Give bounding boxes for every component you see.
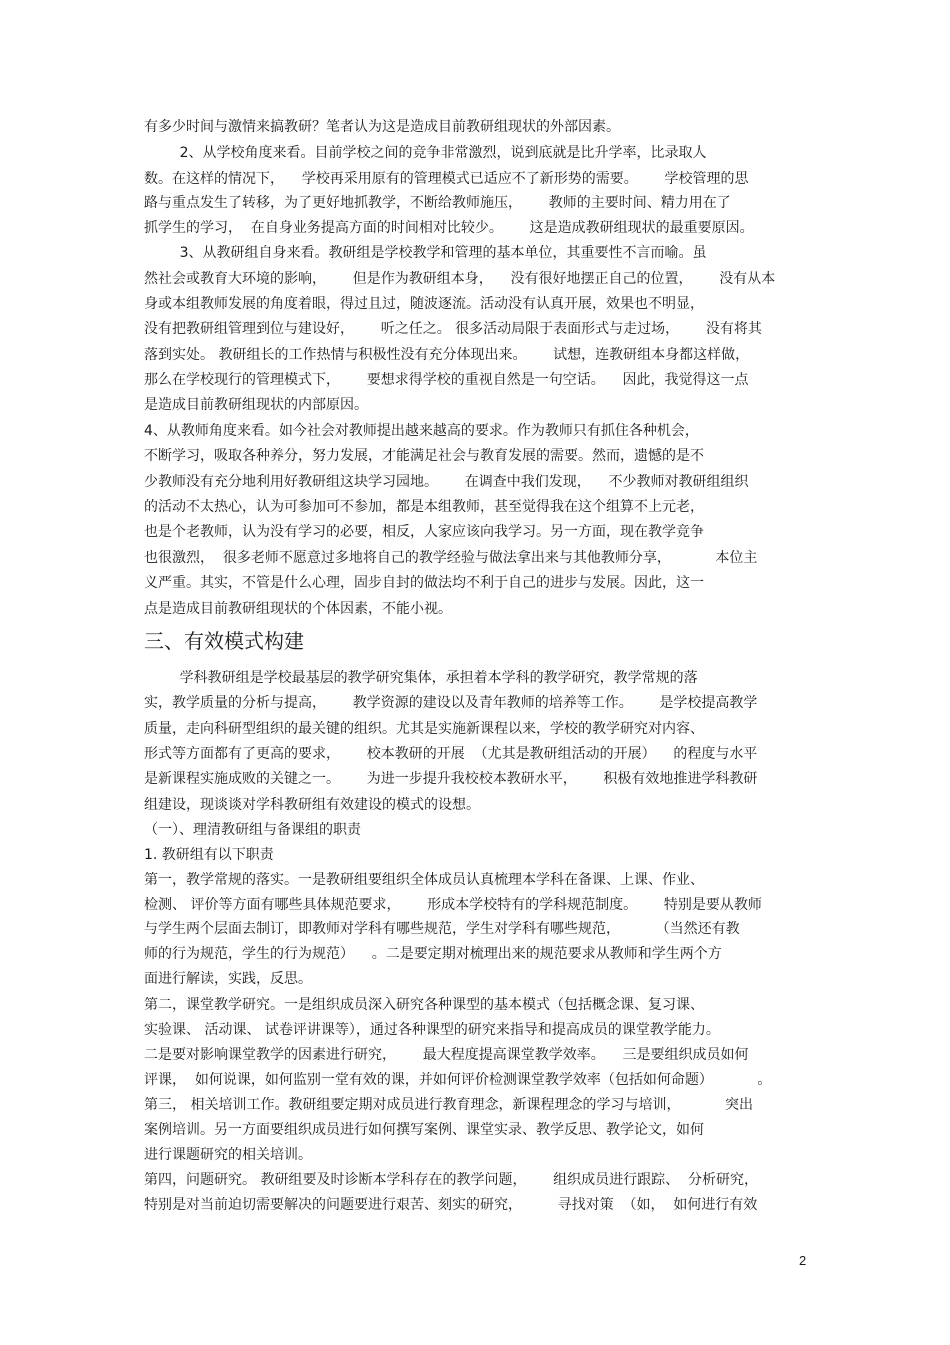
page-number: 2 xyxy=(799,1253,807,1268)
text-line: 实验课、 活动课、 试卷评讲课等），通过各种课型的研究来指导和提高成员的课堂教学能力。 xyxy=(144,1022,720,1038)
text-line: 不断学习，吸取各种养分，努力发展，才能满足社会与教育发展的需要。然而，遗憾的是不 xyxy=(144,448,704,464)
text-line: 3、从教研组自身来看。教研组是学校教学和管理的基本单位，其重要性不言而喻。虽 xyxy=(144,245,707,261)
text-line: 然社会或教育大环境的影响， 但是作为教研组本身， 没有很好地摆正自己的位置， 没有从本 xyxy=(144,271,776,287)
text-line: 案例培训。另一方面要组织成员进行如何撰写案例、课堂实录、教学反思、教学论文，如何 xyxy=(144,1122,704,1138)
text-line: 也是个老教师，认为没有学习的必要，相反，人家应该向我学习。另一方面，现在教学竞争 xyxy=(144,524,704,540)
text-line: 二是要对影响课堂教学的因素进行研究， 最大程度提高课堂教学效率。 三是要组织成员如何 xyxy=(144,1047,749,1063)
text-line: 第四，问题研究。 教研组要及时诊断本学科存在的教学问题， 组织成员进行跟踪、 分析研究， xyxy=(144,1172,759,1188)
text-line: 与学生两个层面去制订，即教师对学科有哪些规范，学生对学科有哪些规范， （当然还有教 xyxy=(144,921,740,937)
text-line: 2、从学校角度来看。目前学校之间的竞争非常激烈，说到底就是比升学率，比录取人 xyxy=(144,145,707,161)
section-heading: 三、有效模式构建 xyxy=(144,629,304,653)
text-line: 身或本组教师发展的角度着眼，得过且过，随波逐流。活动没有认真开展，效果也不明显， xyxy=(144,296,704,312)
text-line: 是新课程实施成败的关键之一。 为进一步提升我校校本教研水平， 积极有效地推进学科教研 xyxy=(144,771,758,787)
text-line: 面进行解读，实践，反思。 xyxy=(144,971,312,987)
text-line: 特别是对当前迫切需要解决的问题要进行艰苦、刻实的研究， 寻找对策 （如， 如何进行有效 xyxy=(144,1197,758,1213)
text-line: 路与重点发生了转移，为了更好地抓教学，不断给教师施压， 教师的主要时间、精力用在了 xyxy=(144,195,731,211)
text-line: 有多少时间与激情来搞教研？笔者认为这是造成目前教研组现状的外部因素。 xyxy=(144,119,620,135)
text-line: 义严重。其实，不管是什么心理，固步自封的做法均不利于自己的进步与发展。因此，这一 xyxy=(144,575,704,591)
text-line: 实，教学质量的分析与提高， 教学资源的建设以及青年教师的培养等工作。 是学校提高教学 xyxy=(144,695,758,711)
text-line: 评课， 如何说课，如何监别一堂有效的课，并如何评价检测课堂教学效率（包括如何命题） 。 xyxy=(144,1072,772,1088)
text-line: 第三， 相关培训工作。教研组要定期对成员进行教育理念，新课程理念的学习与培训， 突出 xyxy=(144,1097,753,1113)
text-line: 质量，走向科研型组织的最关键的组织。尤其是实施新课程以来，学校的教学研究对内容、 xyxy=(144,721,704,737)
text-line: 也很激烈， 很多老师不愿意过多地将自己的教学经验与做法拿出来与其他教师分享， 本位主 xyxy=(144,550,758,566)
text-line: 那么在学校现行的管理模式下， 要想求得学校的重视自然是一句空话。 因此，我觉得这一点 xyxy=(144,372,749,388)
text-line: 抓学生的学习， 在自身业务提高方面的时间相对比较少。 这是造成教研组现状的最重要原因。 xyxy=(144,220,754,236)
text-line: 4、从教师角度来看。如今社会对教师提出越来越高的要求。作为教师只有抓住各种机会， xyxy=(144,423,699,439)
text-line: 师的行为规范，学生的行为规范） 。二是要定期对梳理出来的规范要求从教师和学生两个方 xyxy=(144,946,722,962)
text-line: 第二，课堂教学研究。一是组织成员深入研究各种课型的基本模式（包括概念课、复习课、 xyxy=(144,997,704,1013)
text-line: 组建设，现谈谈对学科教研组有效建设的模式的设想。 xyxy=(144,797,480,813)
text-line: 数。在这样的情况下， 学校再采用原有的管理模式已适应不了新形势的需要。 学校管理的思 xyxy=(144,171,749,187)
text-line: 第一，教学常规的落实。一是教研组要组织全体成员认真梳理本学科在备课、上课、作业、 xyxy=(144,872,704,888)
text-line: 形式等方面都有了更高的要求， 校本教研的开展 （尤其是教研组活动的开展） 的程度与水平 xyxy=(144,746,758,762)
text-line: 1. 教研组有以下职责 xyxy=(144,847,274,863)
text-line: 进行课题研究的相关培训。 xyxy=(144,1147,312,1163)
text-line: 落到实处。 教研组长的工作热情与积极性没有充分体现出来。 试想，连教研组本身都这样做， xyxy=(144,347,750,363)
text-line: 点是造成目前教研组现状的个体因素，不能小视。 xyxy=(144,601,452,617)
text-line: （一）、理清教研组与备课组的职责 xyxy=(144,822,361,838)
text-line: 少教师没有充分地利用好教研组这块学习园地。 在调查中我们发现， 不少教师对教研组组织 xyxy=(144,474,749,490)
text-line: 学科教研组是学校最基层的教学研究集体，承担着本学科的教学研究，教学常规的落 xyxy=(144,670,698,686)
text-line: 检测、 评价等方面有哪些具体规范要求， 形成本学校特有的学科规范制度。 特别是要从教师 xyxy=(144,897,762,913)
text-line: 的活动不太热心，认为可参加可不参加，都是本组教师，甚至觉得我在这个组算不上元老， xyxy=(144,499,704,515)
text-line: 没有把教研组管理到位与建设好， 听之任之。 很多活动局限于表面形式与走过场， 没有将其 xyxy=(144,321,762,337)
text-line: 是造成目前教研组现状的内部原因。 xyxy=(144,397,368,413)
